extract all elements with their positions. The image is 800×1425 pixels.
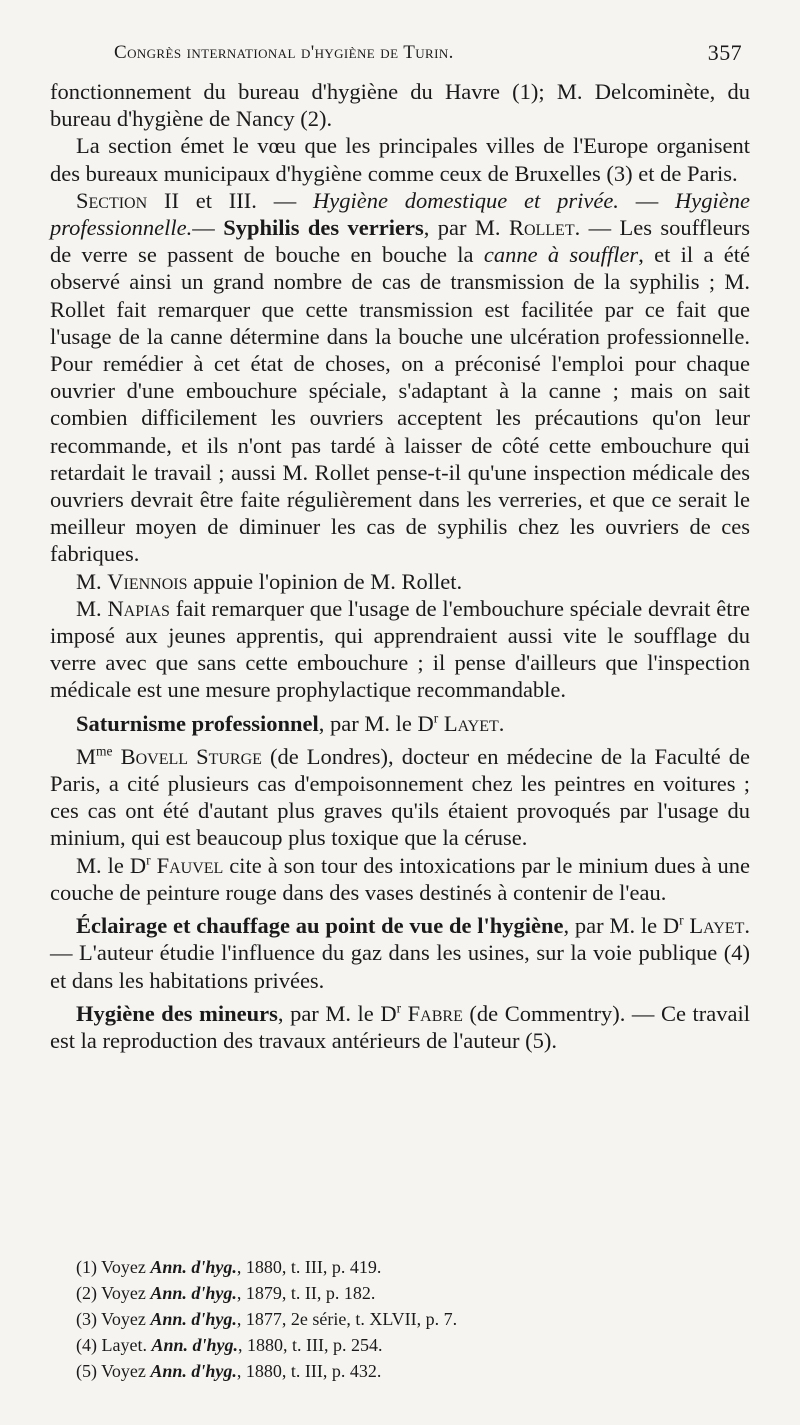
heading-saturnisme: Saturnisme professionnel (76, 710, 319, 736)
journal-name: Ann. d'hyg. (151, 1335, 238, 1355)
paragraph-10 (50, 1000, 750, 1054)
by-text: , par M. le D (277, 1000, 397, 1026)
journal-name: Ann. d'hyg. (150, 1361, 237, 1381)
footnote-text: (4) Layet. (76, 1335, 152, 1355)
footnote-text: (2) Voyez (76, 1283, 151, 1303)
footnotes (76, 1254, 716, 1384)
section-label: Section (76, 187, 148, 213)
by-text: , par M. le D (318, 710, 434, 736)
author-name: Rollet (508, 215, 575, 241)
paragraph-3-text-2: , et il a été observé ainsi un grand nombre de cas de transmission de la syphilis ; M. Rollet fait remarquer que cette transmission est facilitée par ce fait que l'usage de la canne détermine dans la bouche une ulcération professionnelle. Pour remédier à cet état de choses, on a préconisé l'emploi pour chaque ouvrier d'une embouchure spéciale, s'adaptant à la canne ; mais on sait combien difficilement les ouvriers acceptent les précautions qu'on leur recommande, et ils n'ont pas tardé à laisser de côté cette embouchure qui retardait le travail ; aussi M. Rollet pense-t-il qu'une inspection médicale des ouvriers devrait être faite régulièrement dans les verreries, et que ce serait le meilleur moyen de diminuer les cas de syphilis chez les ouvriers de ces fabriques. (50, 242, 750, 567)
section-dash: — (192, 215, 224, 241)
paragraph-4-text: appuie l'opinion de M. Rollet. (187, 568, 463, 594)
paragraph-1: fonctionnement du bureau d'hygiène du Havre (1); M. Delcominète, du bureau d'hygiène de Nancy (2). (50, 79, 750, 132)
paragraph-8-text: cite à son tour des intoxications par le minium dues à une couche de peinture rouge dans des vases destinés à contenir de l'eau. (50, 852, 750, 905)
page-number: 357 (707, 40, 742, 65)
person-name: Fauvel (150, 852, 224, 878)
paragraph-7 (50, 743, 750, 852)
tool-name: canne à souffler (483, 242, 639, 268)
journal-name: Ann. d'hyg. (150, 1257, 237, 1277)
paragraph-6 (50, 710, 750, 737)
superscript: r (146, 852, 151, 868)
author-name: Layet (683, 913, 745, 939)
footnote-ref: , 1877, 2e série, t. XLVII, p. 7. (236, 1309, 458, 1329)
paragraph-9-text: . — L'auteur étudie l'influence du gaz dans les usines, sur la voie publique (4) et dans les habitations privées. (50, 913, 750, 993)
lead-text: M. (76, 595, 108, 621)
footnote-ref: , 1880, t. III, p. 432. (236, 1361, 382, 1381)
paragraph-5-text: fait remarquer que l'usage de l'embouchure spéciale devrait être imposé aux jeunes apprentis, qui apprendraient aussi vite le soufflage du verre avec que sans cette embouchure ; il pense d'ailleurs que l'inspection médicale est une mesure prophylactique recommandable. (50, 595, 750, 703)
person-name: Napias (107, 595, 170, 621)
section-separator: — (618, 187, 676, 213)
paragraph-5 (50, 595, 750, 704)
footnote-2 (76, 1280, 716, 1306)
paragraph-3-text-1: . — Les souffleurs de verre se passent de bouche en bouche la (50, 215, 751, 268)
footnote-ref: , 1880, t. III, p. 419. (236, 1257, 382, 1277)
lead-text: M. (76, 568, 108, 594)
paragraph-10-text: (de Commentry). — Ce travail est la reproduction des travaux antérieurs de l'auteur (5). (50, 1000, 750, 1053)
running-title: Congrès international d'hygiène de Turin. (114, 42, 454, 63)
footnote-text: (1) Voyez (76, 1257, 151, 1277)
heading-eclairage: Éclairage et chauffage au point de vue de l'hygiène (76, 913, 564, 939)
footnote-5 (76, 1358, 716, 1384)
paragraph-3 (50, 187, 750, 568)
superscript: me (96, 743, 113, 759)
footnote-4 (76, 1332, 716, 1358)
superscript: r (396, 1000, 402, 1016)
author-name: Layet (438, 710, 499, 736)
paragraph-7-text: (de Londres), docteur en médecine de la Faculté de Paris, a cité plusieurs cas d'empoisonnement chez les peintres en voitures ; ces cas ont été d'autant plus graves qu'ils étaient provoqués par l'usage du minium, qui est beaucoup plus toxique que la céruse. (50, 743, 750, 851)
body-text (50, 78, 750, 1054)
section-topic-2: Hygiène professionnelle. (50, 187, 751, 241)
lead-text: M (76, 743, 97, 769)
person-name: Bovell Sturge (112, 743, 262, 769)
end-text: . (498, 710, 505, 736)
paragraph-4 (50, 568, 750, 595)
footnote-ref: , 1880, t. III, p. 254. (238, 1335, 383, 1355)
paragraph-2: La section émet le vœu que les principales villes de l'Europe organisent des bureaux municipaux d'hygiène comme ceux de Bruxelles (3) et de Paris. (50, 133, 750, 186)
by-text: , par M. le D (563, 913, 680, 939)
paragraph-9 (50, 912, 750, 994)
superscript: r (433, 710, 439, 726)
lead-text: M. le D (76, 852, 147, 878)
section-topic-1: Hygiène domestique et privée. (313, 187, 619, 213)
superscript: r (679, 912, 684, 928)
heading-mineurs: Hygiène des mineurs (76, 1000, 278, 1026)
paragraph-8 (50, 852, 750, 906)
author-name: Fabre (401, 1000, 463, 1026)
journal-name: Ann. d'hyg. (150, 1309, 237, 1329)
journal-name: Ann. d'hyg. (150, 1283, 237, 1303)
footnote-ref: , 1879, t. II, p. 182. (236, 1283, 376, 1303)
footnote-3 (76, 1306, 716, 1332)
by-text: , par M. (423, 215, 509, 241)
footnote-text: (3) Voyez (76, 1309, 151, 1329)
footnote-text: (5) Voyez (76, 1361, 151, 1381)
heading-syphilis: Syphilis des verriers (223, 215, 424, 241)
footnote-1 (76, 1254, 716, 1280)
person-name: Viennois (107, 568, 188, 594)
section-number: II et III. — (163, 187, 314, 213)
running-header (100, 38, 750, 68)
